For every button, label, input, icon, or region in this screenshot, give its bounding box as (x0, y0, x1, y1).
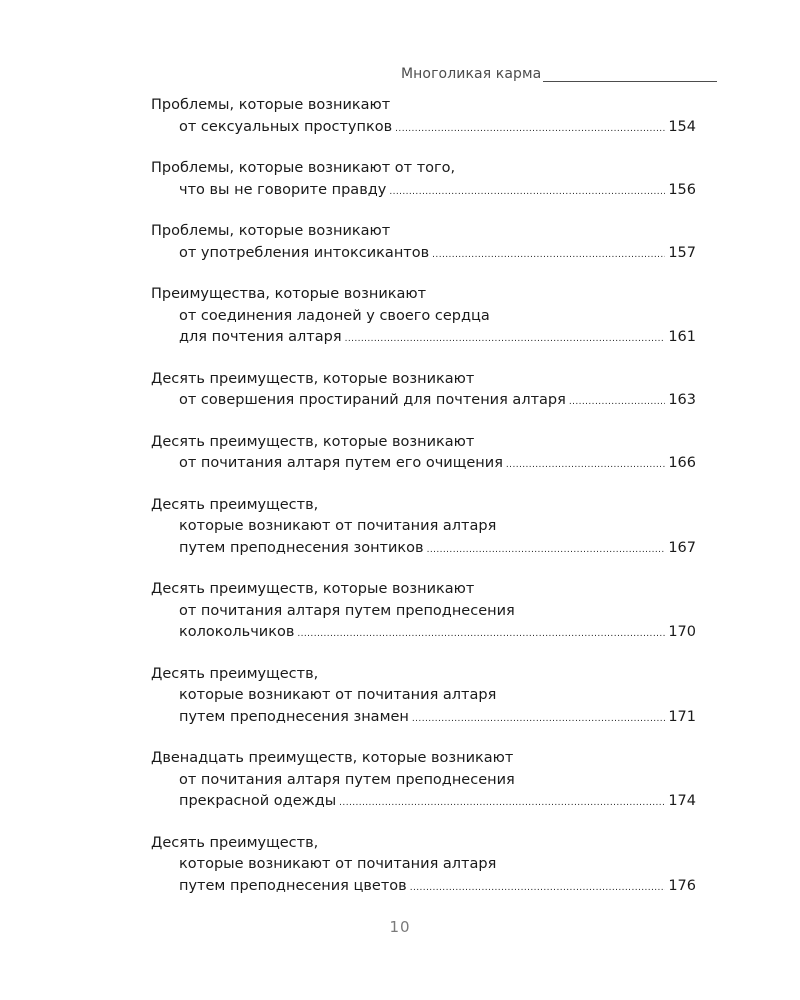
toc-entry-line: которые возникают от почитания алтаря (179, 518, 497, 534)
toc-dot-leader (412, 709, 665, 731)
toc-entry-line: Десять преимуществ, (151, 834, 319, 851)
toc-dot-leader (297, 624, 665, 646)
toc-page-number: 167 (668, 539, 696, 556)
toc-entry-line: Двенадцать преимуществ, которые возникают (151, 750, 514, 766)
toc-page-number: 166 (668, 455, 696, 471)
toc-entry-last-line (151, 622, 696, 644)
toc-entry-title-end: путем преподнесения знамен (179, 708, 409, 725)
toc-dot-leader (389, 182, 665, 204)
toc-dot-leader (410, 878, 666, 900)
toc-entry-line: Десять преимуществ, которые возникают (151, 370, 475, 387)
toc-entry (151, 158, 701, 201)
toc-entry-line: Десять преимуществ, которые возникают (151, 581, 475, 597)
toc-entry (151, 221, 701, 264)
toc-entry-last-line (151, 327, 696, 349)
toc-entry-last-line (151, 538, 696, 560)
running-header-title: Многоликая карма (401, 66, 542, 82)
toc-entry-title-end: путем преподнесения цветов (179, 877, 407, 894)
toc-page-number: 171 (668, 708, 696, 725)
running-header-rule (543, 69, 717, 82)
toc-entry-line: Десять преимуществ, которые возникают (151, 433, 475, 450)
toc-page-number: 163 (668, 392, 696, 408)
toc-entry-line: от почитания алтаря путем преподнесения (179, 771, 515, 788)
toc-entry-title-end: путем преподнесения зонтиков (179, 539, 424, 556)
toc-entry-line: Проблемы, которые возникают от того, (151, 160, 456, 176)
running-header (401, 66, 717, 82)
toc-entry (151, 432, 701, 475)
toc-entry-line: от почитания алтаря путем преподнесения (179, 602, 515, 619)
toc-page-number: 170 (668, 624, 696, 640)
toc-entry (151, 579, 701, 644)
toc-page-number: 157 (668, 244, 696, 261)
toc-entry-line: Проблемы, которые возникают (151, 223, 391, 239)
toc-dot-leader (569, 392, 665, 414)
toc-entry-title-end: прекрасной одежды (179, 793, 337, 809)
toc-dot-leader (432, 245, 665, 267)
page-number: 10 (389, 918, 411, 936)
toc-entry-line: которые возникают от почитания алтаря (179, 856, 497, 872)
toc-entry-title-end: что вы не говорите правду (179, 181, 387, 198)
toc-entry (151, 664, 701, 729)
toc-dot-leader (339, 793, 665, 815)
toc-entry-last-line (151, 390, 696, 412)
toc-dot-leader (506, 455, 665, 477)
toc-entry-line: которые возникают от почитания алтаря (179, 687, 497, 703)
toc-entry-title-end: колокольчиков (179, 624, 295, 640)
toc-entry-title-end: от совершения простираний для почтения алтаря (179, 392, 566, 408)
toc-page-number: 161 (668, 329, 696, 345)
toc-dot-leader (345, 329, 666, 351)
toc-entry (151, 748, 701, 813)
toc-entry (151, 833, 701, 898)
toc-dot-leader (395, 119, 665, 141)
toc-page-number: 174 (668, 793, 696, 809)
toc-page-number: 154 (668, 118, 696, 135)
toc-entry-line: Преимущества, которые возникают (151, 286, 427, 302)
toc-entry-line: Десять преимуществ, (151, 496, 319, 513)
toc-entry-last-line (151, 876, 696, 898)
toc-entry-title-end: от почитания алтаря путем его очищения (179, 455, 503, 471)
toc-entry-last-line (151, 791, 696, 813)
toc-entry-last-line (151, 180, 696, 202)
toc-page-number: 176 (668, 877, 696, 894)
table-of-contents (151, 95, 701, 917)
toc-entry-title-end: от употребления интоксикантов (179, 244, 430, 261)
toc-entry (151, 495, 701, 560)
toc-entry (151, 284, 701, 349)
toc-entry (151, 369, 701, 412)
toc-entry-line: Проблемы, которые возникают (151, 97, 391, 113)
toc-entry-last-line (151, 117, 696, 139)
toc-entry-last-line (151, 243, 696, 265)
toc-entry-line: Десять преимуществ, (151, 665, 319, 682)
toc-entry-last-line (151, 707, 696, 729)
toc-entry-title-end: для почтения алтаря (179, 329, 342, 345)
toc-page-number: 156 (668, 181, 696, 198)
toc-entry (151, 95, 701, 138)
toc-entry-title-end: от сексуальных проступков (179, 118, 393, 135)
toc-entry-line: от соединения ладоней у своего сердца (179, 307, 490, 324)
toc-dot-leader (427, 540, 666, 562)
toc-entry-last-line (151, 453, 696, 475)
